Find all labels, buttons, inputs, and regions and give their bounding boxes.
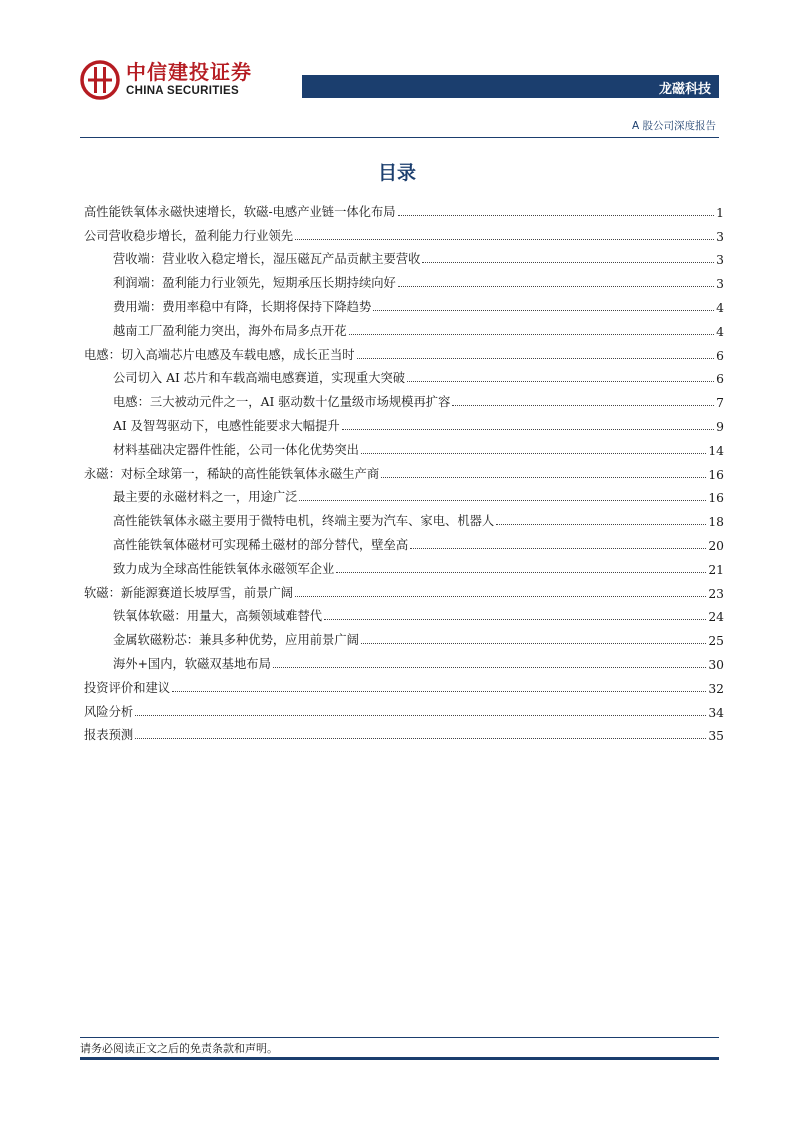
table-of-contents (84, 196, 724, 743)
toc-entry[interactable] (84, 720, 724, 744)
toc-entry-page: 32 (708, 681, 724, 696)
toc-entry-page: 6 (716, 372, 724, 387)
toc-entry-label: 利润端：盈利能力行业领先，短期承压长期持续向好 (113, 276, 396, 291)
toc-entry-page: 14 (708, 443, 724, 458)
toc-entry-page: 21 (708, 562, 724, 577)
toc-entry-label: 电感：三大被动元件之一，AI 驱动数十亿量级市场规模再扩容 (113, 395, 451, 410)
toc-entry[interactable] (84, 482, 724, 506)
toc-entry-page: 4 (716, 300, 724, 315)
toc-entry[interactable] (84, 577, 724, 601)
toc-entry-page: 3 (716, 277, 724, 292)
company-logo (80, 58, 252, 102)
toc-leader-dots (407, 381, 714, 382)
toc-entry-label: 越南工厂盈利能力突出，海外布局多点开花 (113, 323, 347, 338)
logo-english-name: CHINA SECURITIES (126, 85, 239, 98)
toc-entry-label: 电感：切入高端芯片电感及车载电感，成长正当时 (84, 347, 355, 362)
header-bar (302, 75, 719, 98)
toc-entry-label: 材料基础决定器件性能，公司一体化优势突出 (113, 442, 359, 457)
toc-entry[interactable] (84, 624, 724, 648)
toc-leader-dots (135, 738, 706, 739)
toc-entry[interactable] (84, 339, 724, 363)
toc-entry-page: 30 (708, 657, 724, 672)
footer-disclaimer: 请务必阅读正文之后的免责条款和声明。 (80, 1042, 278, 1055)
toc-entry[interactable] (84, 267, 724, 291)
toc-entry-page: 35 (708, 729, 724, 744)
toc-entry-page: 16 (708, 491, 724, 506)
toc-entry[interactable] (84, 291, 724, 315)
toc-entry-label: 铁氧体软磁：用量大，高频领域难替代 (113, 609, 323, 624)
toc-leader-dots (135, 715, 706, 716)
footer-divider-top (80, 1037, 719, 1038)
toc-entry-label: 海外+国内，软磁双基地布局 (113, 656, 271, 671)
toc-entry-page: 6 (716, 348, 724, 363)
toc-leader-dots (349, 334, 715, 335)
toc-entry-label: 高性能铁氧体永磁主要用于微特电机，终端主要为汽车、家电、机器人 (113, 514, 495, 529)
toc-entry[interactable] (84, 363, 724, 387)
toc-leader-dots (410, 548, 706, 549)
toc-leader-dots (172, 691, 706, 692)
toc-entry[interactable] (84, 458, 724, 482)
toc-entry-page: 24 (708, 610, 724, 625)
toc-entry-page: 7 (716, 396, 724, 411)
toc-leader-dots (336, 572, 706, 573)
toc-leader-dots (342, 429, 714, 430)
toc-entry[interactable] (84, 672, 724, 696)
toc-title: 目录 (377, 162, 416, 184)
toc-entry-label: 最主要的永磁材料之一，用途广泛 (113, 490, 298, 505)
toc-entry-label: 报表预测 (84, 728, 134, 743)
company-name: 龙磁科技 (658, 82, 711, 97)
toc-leader-dots (295, 239, 714, 240)
toc-entry[interactable] (84, 410, 724, 434)
toc-entry-page: 18 (708, 515, 724, 530)
toc-entry[interactable] (84, 505, 724, 529)
china-securities-logo-icon (80, 60, 120, 100)
toc-entry-page: 3 (716, 253, 724, 268)
toc-entry-label: 金属软磁粉芯：兼具多种优势，应用前景广阔 (113, 633, 359, 648)
toc-entry-page: 16 (708, 467, 724, 482)
toc-leader-dots (496, 524, 706, 525)
toc-entry-page: 20 (708, 538, 724, 553)
toc-entry-label: 高性能铁氧体永磁快速增长，软磁-电感产业链一体化布局 (84, 204, 396, 219)
toc-entry-label: 公司营收稳步增长，盈利能力行业领先 (84, 228, 294, 243)
toc-leader-dots (295, 596, 706, 597)
toc-leader-dots (299, 500, 706, 501)
header-divider (80, 137, 719, 138)
toc-leader-dots (373, 310, 714, 311)
toc-entry[interactable] (84, 220, 724, 244)
logo-chinese-name: 中信建投证券 (126, 60, 252, 85)
toc-entry-page: 25 (708, 634, 724, 649)
toc-leader-dots (422, 262, 714, 263)
toc-entry-label: 费用端：费用率稳中有降，长期将保持下降趋势 (113, 299, 372, 314)
toc-entry-page: 4 (716, 324, 724, 339)
toc-entry[interactable] (84, 529, 724, 553)
toc-entry-page: 3 (716, 229, 724, 244)
toc-entry[interactable] (84, 553, 724, 577)
footer-divider-bottom (80, 1057, 719, 1060)
toc-entry-page: 9 (716, 419, 724, 434)
toc-leader-dots (398, 215, 715, 216)
toc-entry[interactable] (84, 696, 724, 720)
toc-entry-label: 公司切入 AI 芯片和车载高端电感赛道，实现重大突破 (113, 371, 406, 386)
toc-entry-label: 高性能铁氧体磁材可实现稀土磁材的部分替代，壁垒高 (113, 537, 409, 552)
report-type: A 股公司深度报告 (631, 120, 716, 132)
toc-entry-label: 营收端：营业收入稳定增长，湿压磁瓦产品贡献主要营收 (113, 252, 421, 267)
toc-leader-dots (357, 358, 715, 359)
toc-entry[interactable] (84, 386, 724, 410)
toc-entry-label: 永磁：对标全球第一，稀缺的高性能铁氧体永磁生产商 (84, 466, 380, 481)
toc-leader-dots (273, 667, 706, 668)
toc-entry[interactable] (84, 648, 724, 672)
toc-entry-label: 风险分析 (84, 704, 134, 719)
toc-entry-label: AI 及智驾驱动下，电感性能要求大幅提升 (113, 418, 340, 433)
toc-entry[interactable] (84, 244, 724, 268)
toc-entry-page: 1 (716, 205, 724, 220)
toc-entry-page: 23 (708, 586, 724, 601)
toc-leader-dots (361, 643, 706, 644)
toc-leader-dots (361, 453, 706, 454)
toc-entry-label: 软磁：新能源赛道长坡厚雪，前景广阔 (84, 585, 294, 600)
toc-entry[interactable] (84, 434, 724, 458)
toc-entry[interactable] (84, 601, 724, 625)
toc-leader-dots (324, 619, 706, 620)
toc-entry-label: 致力成为全球高性能铁氧体永磁领军企业 (113, 561, 335, 576)
toc-leader-dots (381, 477, 706, 478)
toc-entry[interactable] (84, 196, 724, 220)
toc-leader-dots (452, 405, 714, 406)
toc-entry-label: 投资评价和建议 (84, 680, 171, 695)
toc-leader-dots (398, 286, 714, 287)
toc-entry[interactable] (84, 315, 724, 339)
toc-entry-page: 34 (708, 705, 724, 720)
